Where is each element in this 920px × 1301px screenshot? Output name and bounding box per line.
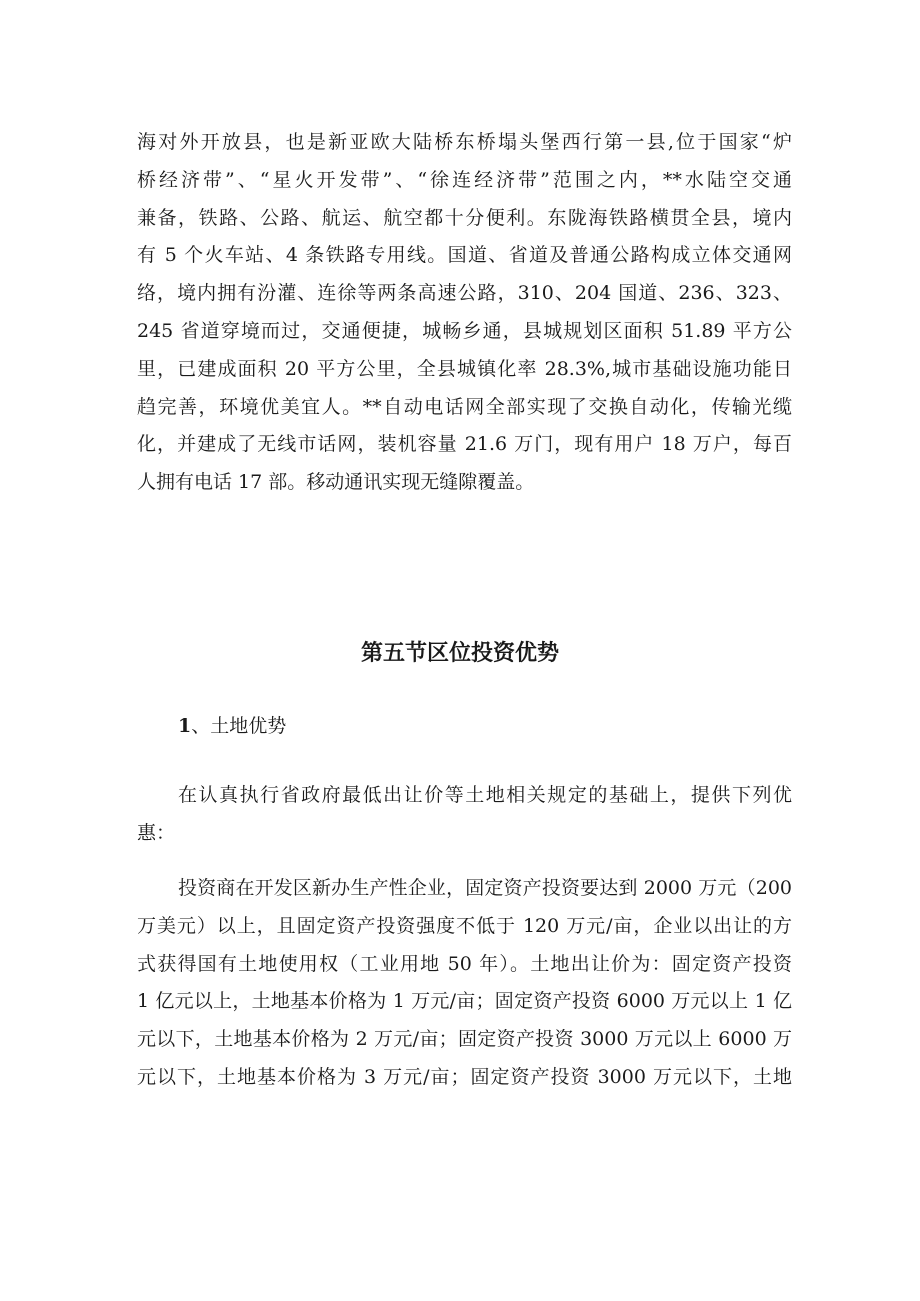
subheading-land-advantage bbox=[178, 708, 286, 744]
text-line: 络，境内拥有汾灌、连徐等两条高速公路，310、204 国道、236、323、 bbox=[137, 282, 792, 305]
text-line: 惠： bbox=[137, 821, 176, 844]
text-line: 趋完善，环境优美宜人。**自动电话网全部实现了交换自动化，传输光缆 bbox=[137, 395, 792, 418]
text-line: 式获得国有土地使用权（工业用地 50 年）。土地出让价为：固定资产投资 bbox=[137, 952, 792, 975]
text-line: 元以下，土地基本价格为 3 万元/亩；固定资产投资 3000 万元以下，土地 bbox=[137, 1065, 792, 1088]
text-line: 里，已建成面积 20 平方公里，全县城镇化率 28.3%,城市基础设施功能日 bbox=[137, 357, 792, 380]
text-line: 在认真执行省政府最低出让价等土地相关规定的基础上，提供下列优 bbox=[178, 784, 792, 806]
text-line: 万美元）以上，且固定资产投资强度不低于 120 万元/亩，企业以出让的方 bbox=[137, 914, 792, 937]
text-line: 兼备，铁路、公路、航运、航空都十分便利。东陇海铁路横贯全县，境内 bbox=[137, 206, 792, 229]
text-line: 有 5 个火车站、4 条铁路专用线。国道、省道及普通公路构成立体交通网 bbox=[137, 244, 792, 267]
text-line: 1 亿元以上，土地基本价格为 1 万元/亩；固定资产投资 6000 万元以上 1 亿 bbox=[137, 990, 792, 1013]
text-line: 海对外开放县，也是新亚欧大陆桥东桥塌头堡西行第一县,位于国家“炉 bbox=[137, 131, 792, 153]
paragraph-investment-terms bbox=[137, 870, 792, 1097]
text-line: 245 省道穿境而过，交通便捷，城畅乡通，县城规划区面积 51.89 平方公 bbox=[137, 319, 792, 342]
paragraph-land-preferential bbox=[137, 777, 792, 853]
paragraph-transport bbox=[137, 124, 792, 502]
text-line: 化，并建成了无线市话网，装机容量 21.6 万门，现有用户 18 万户，每百 bbox=[137, 433, 792, 456]
text-line: 元以下，土地基本价格为 2 万元/亩；固定资产投资 3000 万元以上 6000 万 bbox=[137, 1028, 792, 1051]
subheading-text: 、土地优势 bbox=[191, 715, 287, 737]
subheading-number: 1 bbox=[178, 715, 192, 737]
section-title: 第五节区位投资优势 bbox=[360, 641, 559, 666]
text-line: 桥经济带”、“星火开发带”、“徐连经济带”范围之内，**水陆空交通 bbox=[137, 168, 792, 191]
text-line: 人拥有电话 17 部。移动通讯实现无缝隙覆盖。 bbox=[137, 471, 535, 494]
text-line: 投资商在开发区新办生产性企业，固定资产投资要达到 2000 万元（200 bbox=[178, 877, 792, 899]
